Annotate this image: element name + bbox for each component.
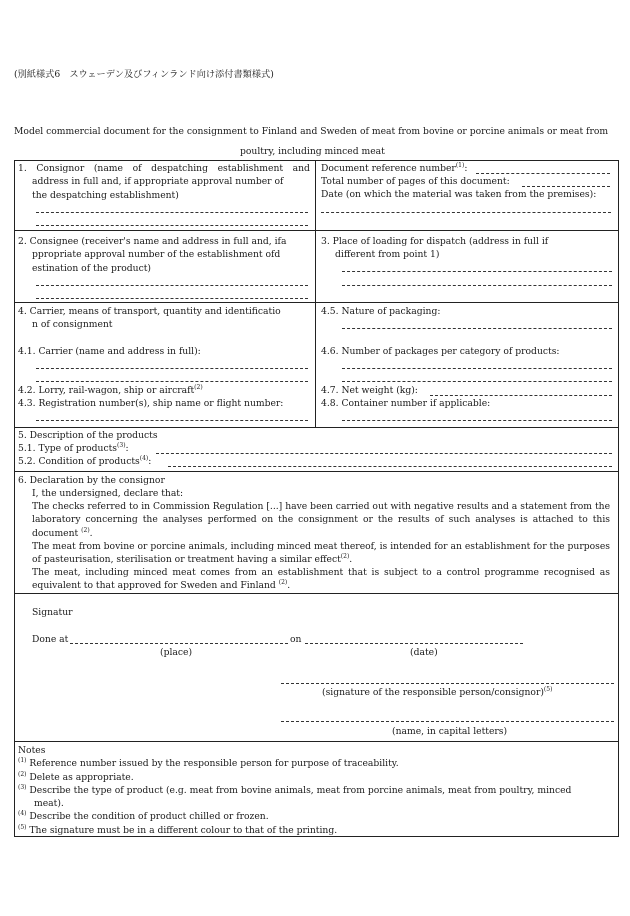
container-label: 4.8. Container number if applicable: — [321, 398, 491, 409]
reference-number-field[interactable] — [476, 173, 610, 174]
note-3 — [18, 784, 616, 797]
registration-label: 4.3. Registration number(s), ship name or flight number: — [18, 398, 284, 409]
note-sup: (4) — [18, 810, 27, 818]
note-text: Describe the condition of product chilled or frozen. — [29, 811, 269, 823]
consignee-entry-line[interactable] — [36, 298, 308, 299]
declaration-paragraph-3: The meat, including minced meat comes from an establishment that is subject to a control programme recognised as equivalent to that approved for Sweden and Finland $^{(2)}$. — [32, 567, 610, 592]
name-field[interactable] — [281, 721, 614, 722]
consignor-word: and — [292, 163, 310, 174]
date-label: Date (on which the material was taken from the premises): — [321, 189, 597, 200]
signatur-label: Signatur — [32, 607, 73, 618]
carrier-title-line1: 4. Carrier, means of transport, quantity and identificatio — [18, 306, 281, 317]
consignee-section — [18, 235, 312, 275]
packages-field[interactable] — [342, 368, 612, 369]
date-field[interactable] — [321, 212, 611, 213]
condition-label: 5.2. Condition of products$^{(4)}$: — [18, 455, 152, 467]
row-divider — [14, 230, 619, 231]
carrier-name-label: 4.1. Carrier (name and address in full): — [18, 346, 201, 357]
consignor-num: 1. — [18, 163, 27, 174]
done-at-label: Done at — [32, 634, 69, 645]
reference-number-label — [321, 162, 467, 175]
declaration-intro: I, the undersigned, declare that: — [32, 488, 184, 499]
consignor-section — [18, 162, 310, 202]
notes-section — [18, 744, 616, 837]
note-4 — [18, 810, 616, 823]
column-divider — [315, 160, 316, 427]
total-pages-field[interactable] — [522, 186, 610, 187]
date-caption: (date) — [410, 647, 438, 658]
net-weight-label: 4.7. Net weight (kg): — [321, 385, 418, 396]
container-field[interactable] — [342, 420, 612, 421]
decl-p1-text: The checks referred to in Commission Regulation [...] have been carried out with negative results and a statement from the laboratory concerning the analyses performed on the consignment or the results of such analyses is attached to this document — [32, 501, 610, 539]
note-sup: (5) — [18, 823, 27, 831]
row-divider — [14, 741, 619, 742]
row-divider — [14, 471, 619, 472]
ref-colon: : — [464, 163, 468, 174]
packaging-field[interactable] — [342, 328, 612, 329]
consignor-word: despatching — [151, 163, 208, 174]
carrier-section — [18, 305, 312, 332]
place-caption: (place) — [160, 647, 193, 658]
consignee-line2: ppropriate approval number of the establishment ofd — [32, 249, 281, 261]
declaration-paragraph-2: The meat from bovine or porcine animals, including minced meat thereof, is intended for an establishment for the purposes of pasteurisation, sterilisation or treatment having a similar effect$^{(2)}$. — [32, 541, 610, 566]
ref-label-text: Document reference number — [321, 163, 456, 174]
type-of-products-field[interactable] — [156, 453, 612, 454]
row-divider — [14, 427, 619, 428]
note-2 — [18, 771, 616, 784]
declaration-paragraph-1: The checks referred to in Commission Regulation [...] have been carried out with negative results and a statement from the laboratory concerning the analyses performed on the consignment or the results of such analyses is attached to this document $^{(2)}$. — [32, 501, 610, 539]
consignee-entry-line[interactable] — [36, 285, 308, 286]
condition-text: 5.2. Condition of products — [18, 456, 140, 467]
decl-p3-text: The meat, including minced meat comes from an establishment that is subject to a control programme recognised as equivalent to that approved for Sweden and Finland — [32, 567, 610, 592]
note-text: Reference number issued by the responsible person for purpose of traceability. — [29, 758, 399, 770]
declaration-title: 6. Declaration by the consignor — [18, 475, 165, 486]
note-sup: (1) — [18, 757, 27, 765]
loading-line2: different from point 1) — [335, 249, 440, 261]
signature-field[interactable] — [281, 683, 614, 684]
type-text: 5.1. Type of products — [18, 443, 118, 454]
signature-caption — [322, 686, 552, 699]
packages-label: 4.6. Number of packages per category of products: — [321, 346, 560, 357]
carrier-entry-line[interactable] — [36, 381, 308, 382]
lorry-sup: (2) — [194, 384, 203, 391]
sig-caption-text: (signature of the responsible person/consignor) — [322, 687, 544, 698]
condition-field[interactable] — [168, 466, 612, 467]
carrier-title-line2: n of consignment — [32, 319, 113, 331]
note-1 — [18, 757, 616, 770]
lorry-text: 4.2. Lorry, rail-wagon, ship or aircraft — [18, 385, 195, 396]
date-signed-field[interactable] — [305, 643, 523, 644]
lorry-label — [18, 384, 203, 397]
row-divider — [14, 302, 619, 303]
notes-title: Notes — [18, 745, 46, 756]
decl-p2-text: The meat from bovine or porcine animals, including minced meat thereof, is intended for an establishment for the purposes of pasteurisation, sterilisation or treatment having a similar effect — [32, 541, 610, 566]
note-text: Delete as appropriate. — [29, 771, 134, 783]
consignor-word: establishment — [217, 163, 284, 174]
decl-p2-sup: (2) — [340, 553, 350, 561]
packaging-label: 4.5. Nature of packaging: — [321, 306, 441, 317]
loading-line1: 3. Place of loading for dispatch (address in full if — [321, 236, 549, 247]
description-title: 5. Description of the products — [18, 430, 158, 441]
loading-entry-line[interactable] — [342, 271, 612, 272]
consignee-line1: 2. Consignee (receiver's name and address in full and, ifa — [18, 236, 287, 247]
condition-sup: (4) — [139, 455, 149, 462]
net-weight-field[interactable] — [430, 395, 612, 396]
registration-entry-line[interactable] — [36, 420, 308, 421]
decl-p1-sup: (2) — [81, 526, 90, 534]
consignee-line3: estination of the product) — [32, 262, 152, 274]
on-label: on — [290, 634, 302, 645]
note-sup: (3) — [18, 783, 27, 791]
consignor-entry-line[interactable] — [36, 225, 308, 226]
consignor-word: (name — [93, 163, 123, 174]
consignor-line3: the despatching establishment) — [32, 189, 179, 201]
consignor-line2: address in full and, if appropriate approval number of — [32, 176, 284, 188]
note-sup: (2) — [18, 770, 27, 778]
loading-entry-line[interactable] — [342, 285, 612, 286]
total-pages-label: Total number of pages of this document: — [321, 176, 510, 187]
carrier-entry-line[interactable] — [36, 368, 308, 369]
row-divider — [14, 593, 619, 594]
document-title-line2: poultry, including minced meat — [240, 146, 385, 157]
name-caption: (name, in capital letters) — [392, 726, 508, 737]
note-5 — [18, 824, 616, 837]
place-field[interactable] — [70, 643, 288, 644]
consignor-label: Consignor — [36, 163, 85, 174]
consignor-word: of — [132, 163, 142, 174]
form-title: (別紙様式6 スウェーデン及びフィンランド向け添付書類様式) — [14, 69, 274, 80]
note-text: Describe the type of product (e.g. meat from bovine animals, meat from porcine animals, meat from poultry, minced — [29, 784, 572, 796]
type-of-products-label: 5.1. Type of products$^{(3)}$: — [18, 442, 129, 454]
note-text: The signature must be in a different colour to that of the printing. — [29, 824, 338, 836]
packages-field[interactable] — [342, 381, 612, 382]
place-of-loading-section — [321, 235, 613, 262]
consignor-entry-line[interactable] — [36, 212, 308, 213]
document-title: Model commercial document for the consignment to Finland and Sweden of meat from bovine or porcine animals or meat from — [14, 126, 609, 137]
sig-caption-sup: (5) — [543, 686, 553, 693]
ref-sup: (1) — [455, 162, 465, 169]
type-sup: (3) — [117, 442, 126, 449]
decl-p3-sup: (2) — [278, 579, 288, 587]
note-3-cont: meat). — [34, 798, 64, 810]
